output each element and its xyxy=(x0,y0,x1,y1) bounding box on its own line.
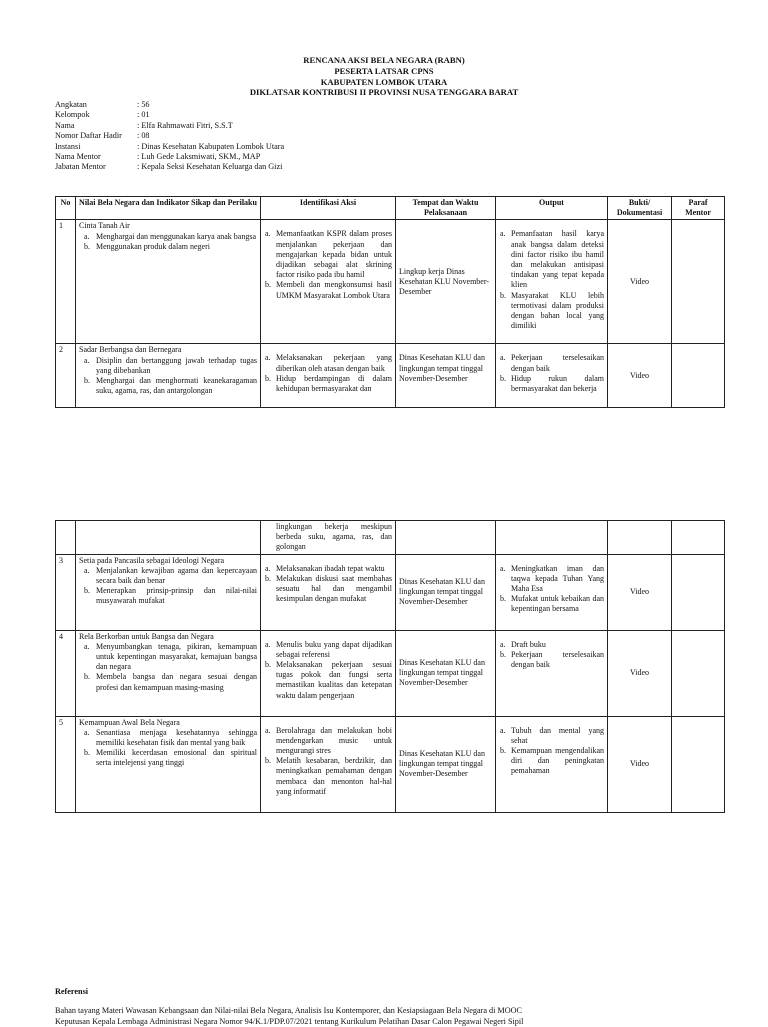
output-item: a. Tubuh dan mental yang sehat xyxy=(500,725,604,745)
table-row xyxy=(56,630,725,716)
aksi-cell: lingkungan bekerja meskipun berbeda suku, agama, ras, dan golongan xyxy=(261,521,396,555)
aksi-cell xyxy=(261,630,396,716)
paraf-cell xyxy=(672,220,725,344)
output-cell xyxy=(496,220,608,344)
output-item: b. Kemampuan mengendalikan diri dan peningkatan pemahaman xyxy=(500,746,604,776)
nilai-title: Cinta Tanah Air xyxy=(79,221,130,231)
indikator-item: a. Senantiasa menjaga kesehatannya sehingga memiliki kesehatan fisik dan mental yang baik xyxy=(84,727,257,748)
document-header xyxy=(0,55,768,98)
row-no: 2 xyxy=(56,344,76,408)
indikator-item: b. Menggunakan produk dalam negeri xyxy=(84,241,210,251)
nilai-title: Kemampuan Awal Bela Negara xyxy=(79,717,180,727)
output-cell xyxy=(496,554,608,630)
table-row xyxy=(56,220,725,344)
meta-row xyxy=(55,100,284,110)
meta-value: : Dinas Kesehatan Kabupaten Lombok Utara xyxy=(137,141,285,151)
col-header-nilai: Nilai Bela Negara dan Indikator Sikap dan Perilaku xyxy=(76,197,261,220)
tempat-cell: Lingkup kerja Dinas Kesehatan KLU November-Desember xyxy=(396,220,496,344)
paraf-cell xyxy=(672,344,725,408)
nilai-cell xyxy=(76,716,261,812)
output-item: a. Pekerjaan terselesaikan dengan baik xyxy=(500,353,604,373)
aksi-item: b. Melakukan diskusi saat membahas sesuatu hal dan mengambil kesimpulan dengan mufakat xyxy=(265,573,392,604)
indikator-item: b. Membela bangsa dan negara sesuai dengan profesi dan kemampuan masing-masing xyxy=(84,672,257,692)
aksi-item: b. Melaksanakan pekerjaan sesuai tugas pokok dan fungsi serta memastikan kualitas dan ketepatan waktu dalam pengerjaan xyxy=(265,660,392,700)
indikator-item: b. Menghargai dan menghormati keanekaragaman suku, agama, ras, dan antargolongan xyxy=(84,376,257,396)
indikator-item: a. Menyumbangkan tenaga, pikiran, kemampuan untuk kepentingan masyarakat, kemajuan bangsa dan negara xyxy=(84,641,257,672)
meta-label: Instansi xyxy=(55,141,81,151)
meta-row xyxy=(55,162,284,172)
table-row xyxy=(56,344,725,408)
doc-subtitle-diklatsar: DIKLATSAR KONTRIBUSI II PROVINSI NUSA TENGGARA BARAT xyxy=(249,87,519,98)
tempat-cell: Dinas Kesehatan KLU dan lingkungan tempat tinggal November-Desember xyxy=(396,344,496,408)
nilai-cell xyxy=(76,630,261,716)
row-no: 4 xyxy=(56,630,76,716)
tempat-cell: Dinas Kesehatan KLU dan lingkungan tempat tinggal November-Desember xyxy=(396,630,496,716)
tempat-cell: Dinas Kesehatan KLU dan lingkungan tempat tinggal November-Desember xyxy=(396,554,496,630)
action-plan-table-page1 xyxy=(55,196,725,408)
paraf-cell xyxy=(672,630,725,716)
meta-label: Kelompok xyxy=(55,110,90,120)
output-item: b. Mufakat untuk kebaikan dan kepentingan bersama xyxy=(500,594,604,614)
references-title: Referensi xyxy=(55,987,89,996)
bukti-cell: Video xyxy=(608,554,672,630)
meta-value: : 01 xyxy=(137,110,150,120)
row-no: 5 xyxy=(56,716,76,812)
meta-label: Nomor Daftar Hadir xyxy=(55,131,122,141)
indikator-item: a. Menjalankan kewajiban agama dan kepercayaan secara baik dan benar xyxy=(84,565,257,586)
nilai-title: Setia pada Pancasila sebagai Ideologi Negara xyxy=(79,555,225,565)
output-item: b. Hidup rukun dalam bermasyarakat dan bekerja xyxy=(500,373,604,394)
doc-subtitle-peserta: PESERTA LATSAR CPNS xyxy=(334,65,434,76)
col-header-no: No xyxy=(56,197,76,220)
meta-row xyxy=(55,110,284,120)
reference-item: Bahan tayang Materi Wawasan Kebangsaan dan Nilai-nilai Bela Negara, Analisis Isu Kontemporer, dan Kesiapsiagaan Bela Negara di MOOC xyxy=(55,1006,522,1015)
bukti-cell: Video xyxy=(608,344,672,408)
aksi-item: a. Memanfaatkan KSPR dalam proses menjalankan pekerjaan dan mengajarkan kepada bidan untuk dijadikan sebagai alat skrining factor risiko pada ibu hamil xyxy=(265,229,392,280)
meta-label: Angkatan xyxy=(55,100,87,109)
aksi-cell xyxy=(261,220,396,344)
bukti-cell: Video xyxy=(608,630,672,716)
participant-info xyxy=(55,100,284,173)
table-row-continuation xyxy=(56,521,725,555)
references-section xyxy=(55,986,755,1027)
tempat-cell: Dinas Kesehatan KLU dan lingkungan tempat tinggal November-Desember xyxy=(396,716,496,812)
meta-row xyxy=(55,131,284,141)
meta-row xyxy=(55,142,284,152)
row-no: 3 xyxy=(56,554,76,630)
meta-row xyxy=(55,121,284,131)
aksi-item: a. Menulis buku yang dapat dijadikan sebagai referensi xyxy=(265,639,392,659)
output-item: a. Meningkatkan iman dan taqwa kepada Tuhan Yang Maha Esa xyxy=(500,563,604,594)
aksi-item: a. Berolahraga dan melakukan hobi mendengarkan music untuk mengurangi stres xyxy=(265,725,392,756)
meta-label: Jabatan Mentor xyxy=(55,162,106,172)
meta-label: Nama xyxy=(55,120,75,130)
table-header-row xyxy=(56,197,725,220)
indikator-item: a. Disiplin dan bertanggung jawab terhadap tugas yang dibebankan xyxy=(84,355,257,375)
col-header-paraf: Paraf Mentor xyxy=(672,197,725,220)
indikator-item: b. Memiliki kecerdasan emosional dan spiritual serta intelejensi yang tinggi xyxy=(84,748,257,768)
output-cell xyxy=(496,344,608,408)
col-header-aksi: Identifikasi Aksi xyxy=(261,197,396,220)
output-item: a. Draft buku xyxy=(500,639,546,649)
aksi-item: a. Melaksanakan ibadah tepat waktu xyxy=(265,563,385,573)
aksi-item: b. Hidup berdampingan di dalam kehidupan bermasyarakat dan xyxy=(265,373,392,394)
aksi-item: a. Melaksanakan pekerjaan yang diberikan oleh atasan dengan baik xyxy=(265,353,392,373)
col-header-tempat: Tempat dan Waktu Pelaksanaan xyxy=(396,197,496,220)
meta-value: : 56 xyxy=(137,100,150,109)
aksi-item: b. Membeli dan mengkonsumsi hasil UMKM Masyarakat Lombok Utara xyxy=(265,280,392,300)
meta-row xyxy=(55,152,284,162)
doc-subtitle-kabupaten: KABUPATEN LOMBOK UTARA xyxy=(320,76,448,87)
meta-label: Nama Mentor xyxy=(55,152,101,162)
col-header-output: Output xyxy=(496,197,608,220)
output-item: b. Pekerjaan terselesaikan dengan baik xyxy=(500,649,604,670)
row-no: 1 xyxy=(56,220,76,344)
meta-value: : Elfa Rahmawati Fitri, S.S.T xyxy=(137,120,233,130)
col-header-bukti: Bukti/ Dokumentasi xyxy=(608,197,672,220)
action-plan-table-page2 xyxy=(55,520,725,813)
meta-value: : 08 xyxy=(137,131,150,141)
output-item: a. Pemanfaatan hasil karya anak bangsa dalam deteksi dini factor risiko ibu hamil dan melakukan antisipasi tindakan yang tepat kepada klien xyxy=(500,229,604,290)
table-row xyxy=(56,716,725,812)
reference-item: Keputusan Kepala Lembaga Administrasi Negara Nomor 94/K.1/PDP.07/2021 tentang Kurikulum Pelatihan Dasar Calon Pegawai Negeri Sipil xyxy=(55,1017,524,1026)
bukti-cell: Video xyxy=(608,716,672,812)
paraf-cell xyxy=(672,554,725,630)
nilai-title: Rela Berkorban untuk Bangsa dan Negara xyxy=(79,631,214,641)
nilai-cell xyxy=(76,554,261,630)
indikator-item: b. Menerapkan prinsip-prinsip dan nilai-nilai musyawarah mufakat xyxy=(84,586,257,606)
aksi-cell xyxy=(261,554,396,630)
doc-title: RENCANA AKSI BELA NEGARA (RABN) xyxy=(303,55,465,65)
output-cell xyxy=(496,630,608,716)
indikator-item: a. Menghargai dan menggunakan karya anak bangsa xyxy=(84,231,257,241)
output-item: b. Masyarakat KLU lebih termotivasi dalam produksi dengan bahan local yang dimiliki xyxy=(500,290,604,331)
nilai-title: Sadar Berbangsa dan Bernegara xyxy=(79,345,182,355)
meta-value: : Kepala Seksi Kesehatan Keluarga dan Gizi xyxy=(137,162,283,172)
output-cell xyxy=(496,716,608,812)
nilai-cell xyxy=(76,220,261,344)
aksi-cell xyxy=(261,716,396,812)
aksi-item: b. Melatih kesabaran, berdzikir, dan meningkatkan pemahaman dengan membaca dan menonton hal-hal yang informatif xyxy=(265,756,392,796)
nilai-cell xyxy=(76,344,261,408)
bukti-cell: Video xyxy=(608,220,672,344)
aksi-cell xyxy=(261,344,396,408)
meta-value: : Luh Gede Laksmiwati, SKM., MAP xyxy=(137,152,261,162)
paraf-cell xyxy=(672,716,725,812)
table-row xyxy=(56,554,725,630)
